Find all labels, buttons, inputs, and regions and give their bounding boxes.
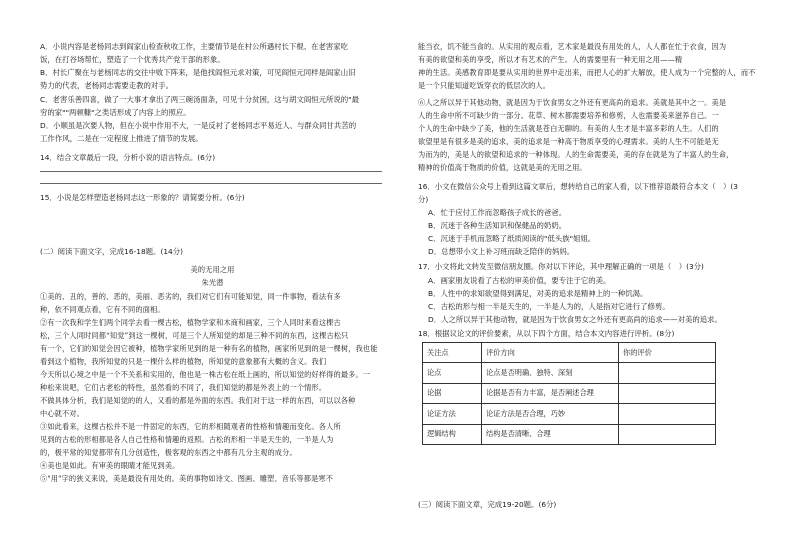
option-line: D．小顺虽是次要人物，但在小说中作用不大，一是反衬了老杨同志平易近人、与群众同甘共苦的 xyxy=(40,121,357,130)
question-16-stem-cont: 分) xyxy=(418,195,429,204)
question-17-stem: 17．小文将此文转发至微信朋友圈。你对以下评论，其中理解正确的一项是（ ）(3分) xyxy=(418,262,704,271)
essay-line: ②有一次我和学生们两个同学去看一棵古松，植物学家和木商和画家，三个人同时来看这棵古 xyxy=(40,318,341,327)
essay-line: ⑤"用"字的狭义来说，美是最没有用处的。美的事物如诗文、图画、雕塑、音乐等都是寒不 xyxy=(40,474,334,483)
header-your-evaluation: 你的评价 xyxy=(619,343,716,363)
essay-line: ①美的、丑的，善的、恶的，美丽、恶劣的，我们对它们有可能知觉，同一件事物，看法有多 xyxy=(40,292,341,301)
essay-line: 人的生命中所不可缺少的一部分。花草、树木都需要培养和修剪，人也需要美来滋养自己。一 xyxy=(418,111,719,120)
essay-line: 为而为的，美是人的欲望和追求的一种体现。人的生命需要美，美的存在就是为了丰富人的生命， xyxy=(418,150,734,159)
section-2-heading: (二）阅读下面文字，完成16-18题。(14分) xyxy=(40,247,184,256)
option-line: C．老害乐善四喜，做了一大事才拿出了两三碗汤面条，可见十分贫困，这与胡文阎恒元所说的"最 xyxy=(40,95,359,104)
essay-line: 是一个只能知道吃饭穿衣的低层次的人。 xyxy=(418,81,551,90)
row-answer-cell[interactable] xyxy=(619,363,716,384)
table-header-row xyxy=(423,343,716,363)
essay-line: ④美也是如此。有审美的眼睛才能见到美。 xyxy=(40,461,180,470)
row-answer-cell[interactable] xyxy=(619,383,716,404)
row-direction: 论据是否有力丰富，是否阐述合理 xyxy=(482,383,619,404)
question-14: 14．结合文章最后一段，分析小说的语言特点。(6分) xyxy=(40,153,216,162)
question-18-stem: 18．根据议论文的评价要素，从以下四个方面，结合本文内容进行评析。(8分) xyxy=(418,329,675,338)
row-focus: 论证方法 xyxy=(423,404,482,425)
essay-title: 美的无用之用 xyxy=(190,265,235,274)
essay-line: 个人的生命中缺少了美，他的生活就是苍白无聊的。有美的人生才是丰富多彩的人生。人们的 xyxy=(418,124,719,133)
table-row xyxy=(423,404,716,425)
essay-line: 不做具体分析，我们是知觉的的人，又看的都是外面的东西。我们对于这一样的东西，可以以各种 xyxy=(40,396,356,405)
essay-line: 有美的欲望和美的享受，所以才有艺术的产生。人的需要里有一种无用之用——精 xyxy=(418,55,683,64)
row-answer-cell[interactable] xyxy=(619,404,716,425)
question-15: 15．小说是怎样塑造老杨同志这一形象的？请简要分析。(6分) xyxy=(40,193,245,202)
essay-line: 精神的价值高于物质的价值，这就是美的无用之用。 xyxy=(418,163,587,172)
essay-line: 的，极平常的知觉都带有几分创造性，极客观的东西之中都有几分主观的成分。 xyxy=(40,448,297,457)
header-direction: 评价方向 xyxy=(482,343,619,363)
evaluation-table xyxy=(422,342,716,445)
q16-option-c[interactable]: C．沉迷于手机而忽略了纸质阅读的"低头族"姐姐。 xyxy=(428,234,596,243)
q17-option-a[interactable]: A．画家朋友说看了古松的审美价值，要专注于它的美。 xyxy=(428,276,611,285)
row-direction: 论点是否明确、独特、深刻 xyxy=(482,363,619,384)
table-row xyxy=(423,363,716,384)
essay-line: 今天所以心境之中是一个不关系和实用的，他也是一株古松在纸上画的，所以知觉的好样得的最多。一 xyxy=(40,370,371,379)
row-focus: 逻辑结构 xyxy=(423,424,482,445)
essay-line: 欲望里是有很多是美的追求，美的追求是一种高于物质享受的心理需求。美的人生不可能是无 xyxy=(418,137,719,146)
row-focus: 论据 xyxy=(423,383,482,404)
essay-line: ③如此看来，这棵古松并不是一件固定的东西，它的形相随观者的性格和情趣而变化。各人所 xyxy=(40,422,341,431)
q17-option-b[interactable]: B．人性中的求知欲望得到满足，对美的追求是精神上的一种饥渴。 xyxy=(428,289,648,298)
question-16-stem: 16．小文在微信公众号上看到这篇文章后，想转给自己的家人看，以下推荐语最符合本文（ ）(3 xyxy=(418,182,739,191)
q16-option-d[interactable]: D．总想带小文上补习班而缺乏陪伴的妈妈。 xyxy=(428,247,575,256)
section-3-heading: (三）阅读下面文章，完成19-20题。(6分) xyxy=(418,500,557,509)
option-line: 势力的代表，老杨同志需要走教的对手。 xyxy=(40,81,174,90)
option-line: 工作作风，二是在一定程度上推进了情节的发展。 xyxy=(40,134,203,143)
row-direction: 论证方法是否合理，巧妙 xyxy=(482,404,619,425)
essay-line: 能当衣，饥不能当食的。从实用的观点看，艺术家是最没有用处的人，人人都在忙于衣食，因为 xyxy=(418,42,727,51)
q17-option-d[interactable]: D．人之所以异于其他动物，就是因为于饮食男女之外还有更高尚的追求——对美的追求。 xyxy=(428,315,722,324)
essay-line: ⑥人之所以异于其他动物，就是因为于饮食男女之外还有更高尚的追求。美就是其中之一。美是 xyxy=(418,98,727,107)
row-direction: 结构是否清晰、合理 xyxy=(482,424,619,445)
q16-option-b[interactable]: B．沉迷于各种生活知识和保健品的奶奶。 xyxy=(428,221,567,230)
table-row xyxy=(423,383,716,404)
answer-line[interactable] xyxy=(40,183,382,184)
table-row xyxy=(423,424,716,445)
option-line: 饭，在打谷场帮忙，塑造了一个优秀共产党干部的形象。 xyxy=(40,55,225,64)
essay-line: 有一个，它们的知觉会因它被种，植物学家所见到的是一种有名的植物，画家所见到的是一棵树，我也能 xyxy=(40,344,378,353)
q17-option-c[interactable]: C．古松的形与相一半是天生的，一半是人为的，人是指对它进行了修剪。 xyxy=(428,302,670,311)
essay-line: 松，三个人同时同都“知觉”到这一棵树，可是三个人所知觉的却是三种不同的东西，这棵古松只 xyxy=(40,331,349,340)
essay-author: 朱光潜 xyxy=(201,278,224,287)
essay-line: 看到这个植物，我所知觉的只是一棵什么样的植物，所知觉的意象都有大概的含义。我们 xyxy=(40,357,327,366)
essay-line: 种，依不同观点看，它有不同的面相。 xyxy=(40,305,165,314)
option-line: 穷的家""两顿糠"之类话形成了内容上的照应。 xyxy=(40,108,191,117)
essay-line: 种松来说吧，它们古老松的特性，虽然看的不同了，我们知觉的都是外表上的一个情形。 xyxy=(40,383,327,392)
row-answer-cell[interactable] xyxy=(619,424,716,445)
header-focus: 关注点 xyxy=(423,343,482,363)
answer-line[interactable] xyxy=(40,171,382,172)
q16-option-a[interactable]: A．忙于应付工作而忽略孩子成长的爸爸。 xyxy=(428,208,567,217)
option-line: A．小说内容是老杨同志到阎家山检查秋收工作，主要情节是在村公所遇村长下棍、在老害家吃 xyxy=(40,42,349,51)
essay-line: 见到的古松的形相都是各人自己性格和情趣的返照。古松的形相一半是天生的，一半是人为 xyxy=(40,435,334,444)
option-line: B．村长广聚在与老杨同志的交往中败下阵来，是他找阎恒元求对策，可见阎恒元同样是阎家山旧 xyxy=(40,68,356,77)
essay-line: 神的生活。美感教育即是要从实用的世界中走出来，而把人心的扩大解放，使人成为一个完整的人，而不 xyxy=(418,68,756,77)
row-focus: 论点 xyxy=(423,363,482,384)
essay-line: 中心就不对。 xyxy=(40,409,85,418)
